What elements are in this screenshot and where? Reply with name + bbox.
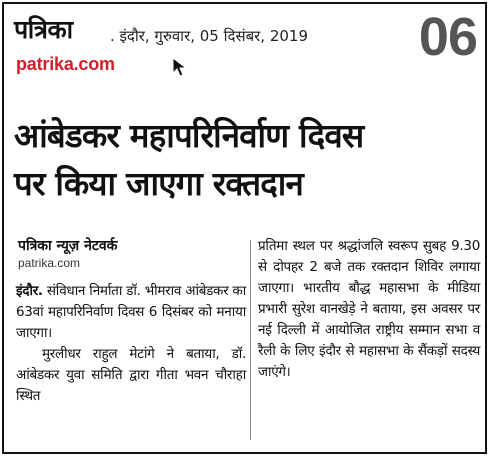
byline-name: पत्रिका न्यूज़ नेटवर्क bbox=[18, 238, 118, 254]
paragraph-1 bbox=[16, 281, 246, 344]
edition-dateline: . इंदौर, गुरुवार, 05 दिसंबर, 2019 bbox=[110, 27, 308, 45]
mouse-cursor-icon bbox=[170, 56, 190, 78]
article-column-left bbox=[16, 281, 246, 407]
dateline-city: इंदौर. bbox=[16, 283, 43, 299]
newspaper-logo: पत्रिका bbox=[14, 15, 73, 44]
paragraph-1-text: संविधान निर्माता डॉ. भीमराव आंबेडकर का 63वां महापरिनिर्वाण दिवस 6 दिसंबर को मनाया जाएगा। bbox=[16, 283, 246, 341]
headline-line-1: आंबेडकर महापरिनिर्वाण दिवस bbox=[14, 116, 364, 155]
page-number: 06 bbox=[418, 7, 477, 67]
website-link[interactable]: patrika.com bbox=[16, 54, 115, 74]
paragraph-2: मुरलीधर राहुल मेटांगे ने बताया, डॉ. आंबेडकर युवा समिति द्वारा गीता भवन चौराहा स्थित bbox=[16, 346, 246, 404]
masthead bbox=[14, 7, 479, 78]
byline bbox=[18, 236, 238, 270]
byline-site: patrika.com bbox=[18, 256, 81, 270]
paragraph-3: प्रतिमा स्थल पर श्रद्धांजलि स्वरूप सुबह 9.30 से दोपहर 2 बजे तक रक्तदान शिविर लगाया जाएगा। भारतीय बौद्ध महासभा के मीडिया प्रभारी सुरेश वानखेड़े ने बताया, इस अवसर पर नई दिल्ली में आयोजित राष्ट्रीय सम्मान सभा व रैली के लिए इंदौर से महासभा के सैंकड़ों सदस्य जाएंगे। bbox=[258, 238, 480, 380]
article-column-right bbox=[258, 236, 480, 383]
column-divider bbox=[250, 240, 251, 440]
headline-line-2: पर किया जाएगा रक्तदान bbox=[14, 164, 304, 203]
newspaper-clipping bbox=[2, 2, 487, 454]
article-headline bbox=[14, 112, 479, 208]
